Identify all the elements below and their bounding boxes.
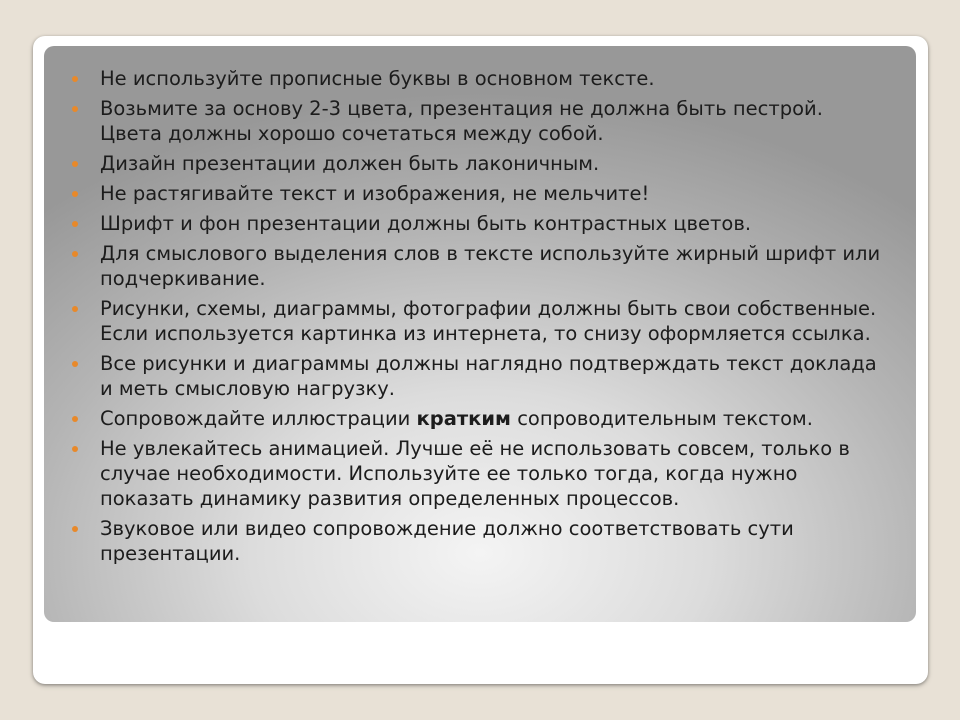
bullet-dot-icon xyxy=(72,161,78,167)
bullet-text: Звуковое или видео сопровождение должно соответствовать сути презентации. xyxy=(100,517,794,565)
bullet-text-after: сопроводительным текстом. xyxy=(511,407,813,430)
bullet-text: Для смыслового выделения слов в тексте используйте жирный шрифт или подчеркивание. xyxy=(100,242,881,290)
bullet-dot-icon xyxy=(72,361,78,367)
bullet-text: Не увлекайтесь анимацией. Лучше её не использовать совсем, только в случае необходимости. Используйте ее только тогда, когда нужно показать динамику развития определенных процессов. xyxy=(100,437,850,510)
bullet-text: Рисунки, схемы, диаграммы, фотографии должны быть свои собственные. Если используется картинка из интернета, то снизу оформляется ссылка. xyxy=(100,297,877,345)
bullet-text: Не растягивайте текст и изображения, не мельчите! xyxy=(100,182,650,205)
bullet-dot-icon xyxy=(72,106,78,112)
bullet-text: Дизайн презентации должен быть лаконичным. xyxy=(100,152,600,175)
list-item xyxy=(44,241,896,291)
bullet-dot-icon xyxy=(72,416,78,422)
list-item xyxy=(44,211,896,236)
bullet-list xyxy=(44,46,916,566)
list-item xyxy=(44,436,896,511)
bullet-text-before: Сопровождайте иллюстрации xyxy=(100,407,417,430)
list-item xyxy=(44,66,896,91)
bullet-dot-icon xyxy=(72,251,78,257)
bullet-dot-icon xyxy=(72,191,78,197)
list-item xyxy=(44,96,896,146)
bullet-text: Все рисунки и диаграммы должны наглядно подтверждать текст доклада и меть смысловую нагрузку. xyxy=(100,352,877,400)
list-item xyxy=(44,516,896,566)
bullet-dot-icon xyxy=(72,446,78,452)
list-item xyxy=(44,351,896,401)
bullet-text: Шрифт и фон презентации должны быть контрастных цветов. xyxy=(100,212,752,235)
list-item xyxy=(44,296,896,346)
content-panel xyxy=(44,46,916,622)
list-item xyxy=(44,406,896,431)
bullet-text: Не используйте прописные буквы в основном тексте. xyxy=(100,67,655,90)
bullet-dot-icon xyxy=(72,306,78,312)
bullet-dot-icon xyxy=(72,526,78,532)
list-item xyxy=(44,151,896,176)
bullet-dot-icon xyxy=(72,221,78,227)
list-item xyxy=(44,181,896,206)
bullet-text-bold: кратким xyxy=(416,407,511,430)
bullet-text: Возьмите за основу 2-3 цвета, презентация не должна быть пестрой. Цвета должны хорошо сочетаться между собой. xyxy=(100,97,823,145)
bullet-dot-icon xyxy=(72,76,78,82)
